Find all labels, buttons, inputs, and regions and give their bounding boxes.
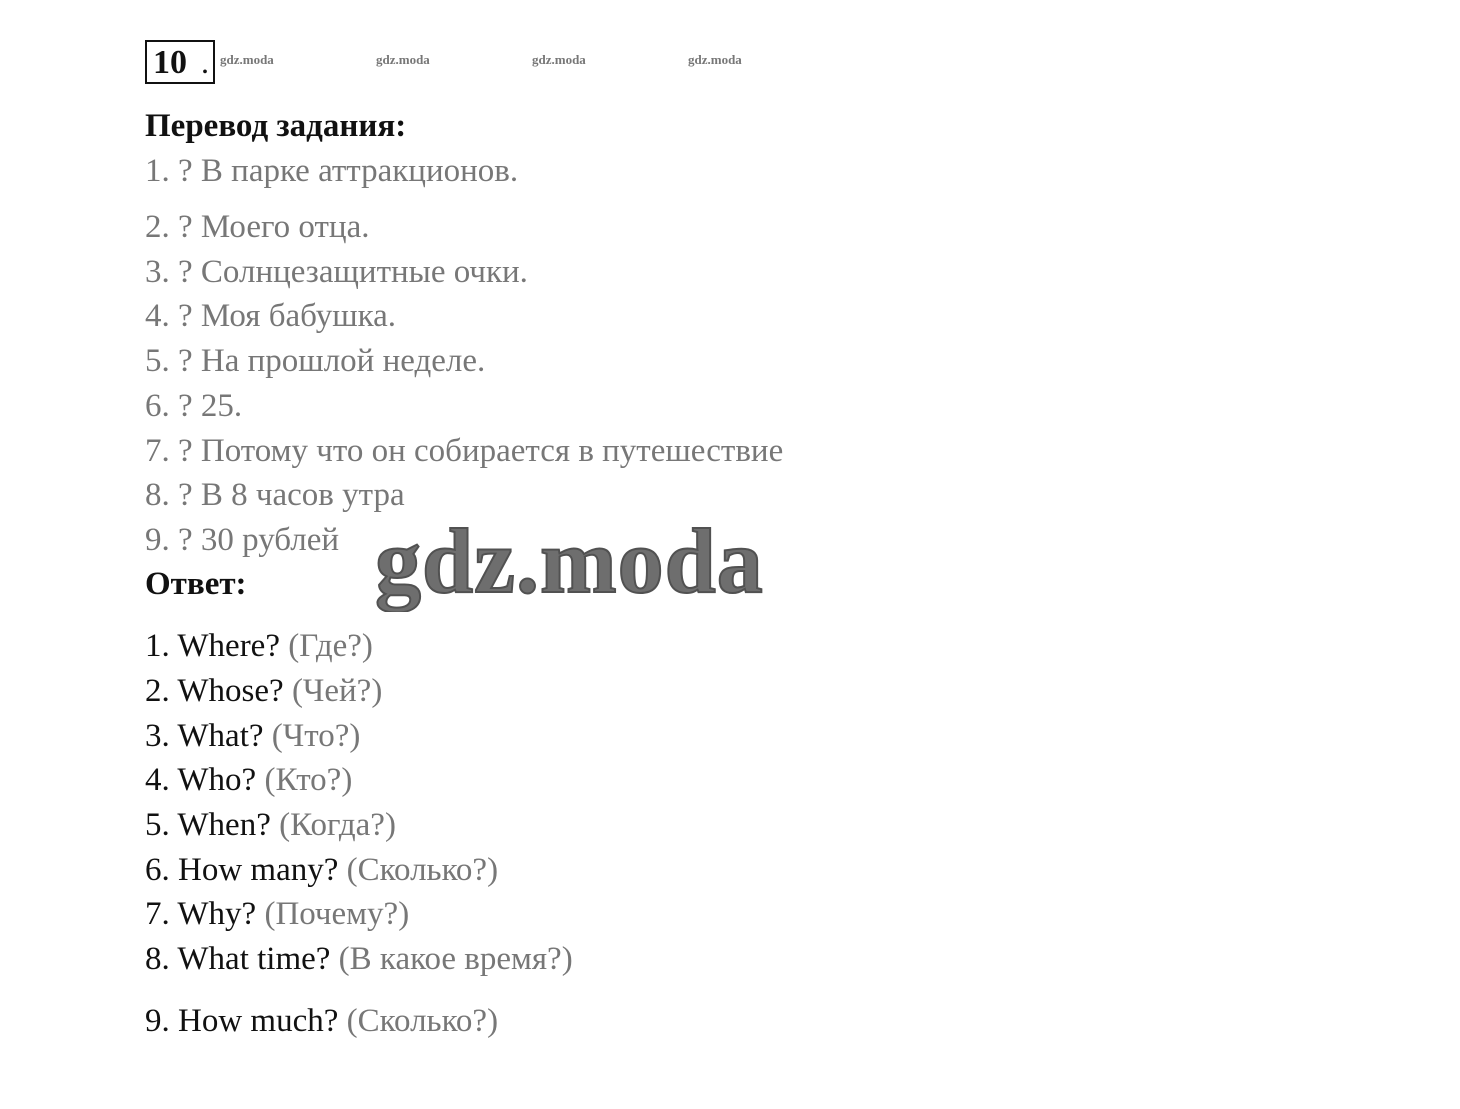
answer-ru: (Сколько?) <box>346 852 499 888</box>
answer-en: 4. Who? <box>145 762 257 798</box>
answer-item <box>145 852 498 889</box>
answer-en: 1. Where? <box>145 628 280 664</box>
watermark-small: gdz.moda <box>532 52 586 67</box>
answer-en: 8. What time? <box>145 941 331 977</box>
answer-ru: (Где?) <box>288 628 373 664</box>
answer-en: 9. How much? <box>145 1003 339 1039</box>
watermark-small: gdz.moda <box>376 52 430 67</box>
translation-item: 3. ? Солнцезащитные очки. <box>145 254 528 290</box>
translation-item: 2. ? Моего отца. <box>145 209 370 245</box>
answer-ru: (Сколько?) <box>346 1003 499 1039</box>
answer-item <box>145 673 382 710</box>
translation-item: 6. ? 25. <box>145 388 243 424</box>
answer-ru: (Когда?) <box>279 807 396 843</box>
watermark-small: gdz.moda <box>688 52 742 67</box>
answer-ru: (В какое время?) <box>338 941 573 977</box>
answer-en: 3. What? <box>145 718 264 754</box>
watermark-large: gdz.moda <box>375 510 764 612</box>
answer-item <box>145 762 352 799</box>
answer-ru: (Что?) <box>271 718 361 754</box>
translation-heading: Перевод задания: <box>145 108 407 144</box>
answer-en: 6. How many? <box>145 852 339 888</box>
task-number-dot: . <box>201 44 209 80</box>
translation-item: 7. ? Потому что он собирается в путешествие <box>145 433 784 469</box>
answer-item <box>145 941 573 978</box>
answer-en: 7. Why? <box>145 896 257 932</box>
answer-item <box>145 896 409 933</box>
translation-item: 9. ? 30 рублей <box>145 522 340 558</box>
answer-ru: (Чей?) <box>291 673 383 709</box>
answer-en: 2. Whose? <box>145 673 284 709</box>
answer-item <box>145 718 360 755</box>
answer-ru: (Кто?) <box>264 762 353 798</box>
watermark-small: gdz.moda <box>220 52 274 67</box>
translation-item: 8. ? В 8 часов утра <box>145 477 405 513</box>
answer-item <box>145 1003 498 1040</box>
answer-en: 5. When? <box>145 807 271 843</box>
answer-item <box>145 807 396 844</box>
task-number: 10 <box>153 44 187 81</box>
translation-item: 4. ? Моя бабушка. <box>145 298 397 334</box>
translation-item: 1. ? В парке аттракционов. <box>145 153 519 189</box>
answer-heading: Ответ: <box>145 566 247 602</box>
answer-ru: (Почему?) <box>264 896 410 932</box>
answer-item <box>145 628 373 665</box>
translation-item: 5. ? На прошлой неделе. <box>145 343 486 379</box>
